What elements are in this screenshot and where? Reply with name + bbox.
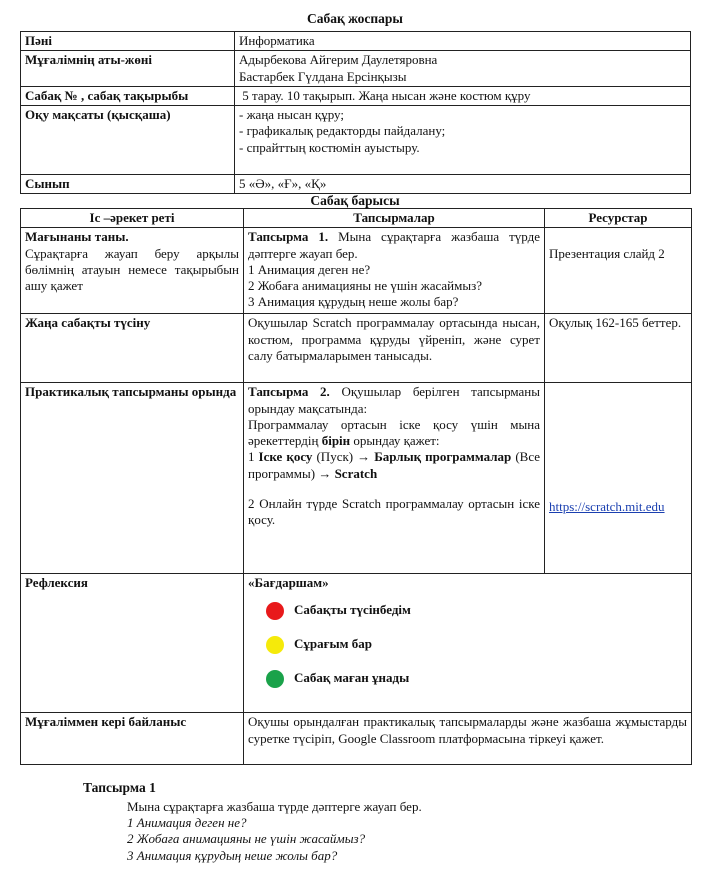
reflection-label: Сабақты түсінбедім [294, 602, 411, 618]
question-1: 1 Анимация деген не? [248, 261, 371, 277]
activity-cell: Мұғаліммен кері байланыс [21, 713, 244, 765]
step-bold: Барлық программалар [374, 449, 512, 465]
activity-cell: Жаңа сабақты түсіну [21, 314, 244, 383]
yellow-circle-icon [266, 636, 284, 654]
green-circle-icon [266, 670, 284, 688]
step-number: 1 [248, 449, 259, 465]
step-2: 2 Онлайн түрде Scratch программалау ортасын іске қосу. [248, 495, 540, 527]
question-2: 2 Жобаға анимацияны не үшін жасаймыз? [248, 278, 482, 293]
plan-value-line: - графикалық редакторды пайдалану; [239, 123, 446, 139]
plan-key: Сабақ № , сабақ тақырыбы [21, 86, 235, 105]
flow-row-new-lesson [21, 314, 692, 383]
feedback-cell: Оқушы орындалған практикалық тапсырмаларды және жазбаша жұмыстарды суретке түсіріп, Google Classroom платформасына тіркеуі қажет. [244, 713, 692, 765]
plan-value [235, 51, 691, 87]
resource-cell [545, 228, 692, 314]
instruction-emphasis: бірін [321, 433, 351, 448]
reflection-item-yellow [266, 630, 687, 660]
step-part: (Пуск) → [312, 449, 375, 465]
step-bold: Іске қосу [258, 449, 313, 465]
plan-value-line: Адырбекова Айгерим Даулетяровна [239, 52, 438, 68]
plan-row-class [21, 175, 691, 194]
reflection-label: Сабақ маған ұнады [294, 670, 410, 686]
section-heading: Тапсырма 1 [83, 780, 156, 795]
flow-header-row [21, 209, 692, 228]
lesson-plan-title: Сабақ жоспары [307, 11, 403, 26]
question-1: 1 Анимация деген не? [127, 815, 247, 831]
column-header: Ресурстар [545, 209, 692, 228]
flow-row-practical [21, 383, 692, 574]
task-instruction [248, 417, 540, 450]
plan-value-line: Бастарбек Гүлдана Ерсінқызы [239, 68, 407, 84]
activity-cell [21, 228, 244, 314]
plan-value: 5 тарау. 10 тақырып. Жаңа нысан және костюм құру [235, 86, 691, 105]
step-part: (Все программы) → [248, 449, 541, 481]
instruction-part: Программалау ортасын іске қосу үшін мына әрекеттердің [248, 416, 540, 448]
task-text: Оқушылар берілген тапсырманы орындау мақсатында: [248, 384, 540, 416]
resource-cell [545, 383, 692, 574]
plan-key: Мұғалімнің аты-жөні [21, 51, 235, 87]
plan-value: 5 «Ә», «Ғ», «Қ» [235, 175, 691, 194]
activity-cell: Рефлексия [21, 574, 244, 713]
column-header: Тапсырмалар [244, 209, 545, 228]
activity-title: Мағынаны таны. [25, 229, 129, 245]
task-label: Тапсырма 1. [248, 229, 329, 245]
plan-row-subject [21, 32, 691, 51]
plan-value: Информатика [235, 32, 691, 51]
question-2: 2 Жобаға анимацияны не үшін жасаймыз? [127, 831, 366, 847]
question-3: 3 Анимация құрудың неше жолы бар? [127, 847, 338, 863]
task-intro [248, 384, 540, 417]
plan-value-line: - спрайттың костюмін ауыстыру. [239, 139, 420, 155]
task-intro [248, 229, 540, 262]
flow-row-reflection [21, 574, 692, 713]
plan-row-teacher [21, 51, 691, 87]
reflection-label: Сұрағым бар [294, 636, 373, 652]
plan-key: Пәні [21, 32, 235, 51]
scratch-link[interactable]: https://scratch.mit.edu [549, 499, 665, 515]
instruction-part: орындау қажет: [350, 433, 440, 448]
reflection-cell [244, 574, 692, 713]
plan-row-topic [21, 86, 691, 105]
red-circle-icon [266, 602, 284, 620]
task-1-section [83, 780, 683, 864]
reflection-item-red [266, 596, 687, 626]
plan-key: Сынып [21, 175, 235, 194]
lesson-plan-table [20, 31, 691, 194]
flow-row-meaning [21, 228, 692, 314]
task-label: Тапсырма 2. [248, 384, 330, 400]
lesson-flow-table [20, 208, 692, 765]
step-bold: Scratch [334, 465, 378, 481]
task-cell [244, 383, 545, 574]
plan-value-line: - жаңа нысан құру; [239, 107, 344, 122]
plan-value [235, 106, 691, 175]
resource-text: Презентация слайд 2 [549, 246, 665, 262]
plan-row-objectives [21, 106, 691, 175]
activity-description: Сұрақтарға жауап беру арқылы бөлімнің атауын немесе тақырыбын ашу қажет [25, 245, 239, 293]
plan-key: Оқу мақсаты (қысқаша) [21, 106, 235, 175]
question-3: 3 Анимация құрудың неше жолы бар? [248, 294, 459, 310]
flow-row-feedback [21, 713, 692, 765]
step-1 [248, 449, 540, 482]
resource-cell: Оқулық 162-165 беттер. [545, 314, 692, 383]
task-cell [244, 228, 545, 314]
activity-cell: Практикалық тапсырманы орында [21, 383, 244, 574]
section-instruction: Мына сұрақтарға жазбаша түрде дәптерге жауап бер. [127, 798, 422, 814]
column-header: Іс –әрекет реті [21, 209, 244, 228]
lesson-flow-title: Сабақ барысы [310, 193, 400, 208]
task-text: Мына сұрақтарға жазбаша түрде дәптерге жауап бер. [248, 229, 540, 261]
reflection-title: «Бағдаршам» [248, 575, 329, 591]
task-cell: Оқушылар Scratch программалау ортасында нысан, костюм, программа құруды үйреніп, және сурет салу батырмаларымен танысады. [244, 314, 545, 383]
reflection-item-green [266, 664, 687, 694]
